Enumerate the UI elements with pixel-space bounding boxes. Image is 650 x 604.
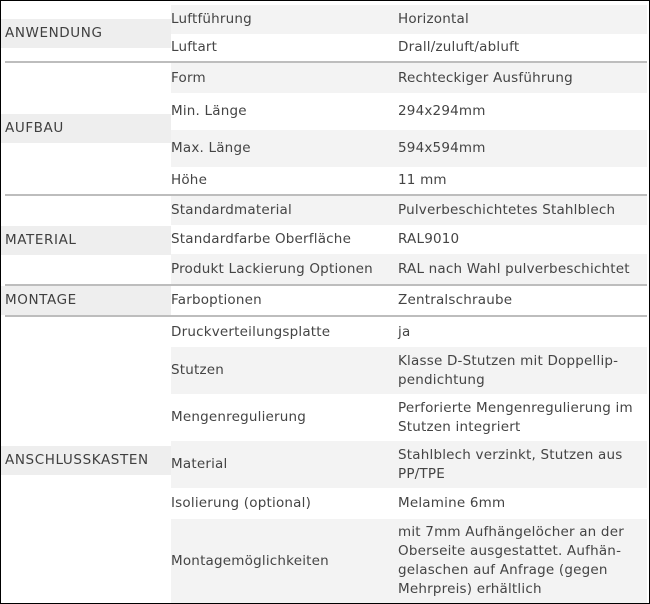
property-cell: Druckverteilungsplatte bbox=[171, 316, 398, 347]
category-cell bbox=[5, 195, 171, 285]
value-cell: Zentralschraube bbox=[398, 285, 647, 316]
property-cell: Montagemöglichkeiten bbox=[171, 519, 398, 603]
category-label: AUFBAU bbox=[0, 114, 171, 143]
category-cell bbox=[5, 285, 171, 316]
category-label: ANSCHLUSSKASTEN bbox=[0, 446, 171, 475]
property-cell: Min. Länge bbox=[171, 93, 398, 130]
table-row bbox=[5, 285, 647, 316]
property-cell: Luftführung bbox=[171, 5, 398, 34]
property-cell: Luftart bbox=[171, 34, 398, 62]
table-row bbox=[5, 62, 647, 93]
value-cell: Horizontal bbox=[398, 5, 647, 34]
value-cell: Perforierte Mengenregulierung im Stutzen integriert bbox=[398, 394, 647, 441]
value-cell: 594x594mm bbox=[398, 130, 647, 167]
property-cell: Material bbox=[171, 441, 398, 488]
category-label: MONTAGE bbox=[0, 286, 171, 315]
property-cell: Max. Länge bbox=[171, 130, 398, 167]
value-cell: ja bbox=[398, 316, 647, 347]
spec-table bbox=[5, 5, 647, 603]
value-cell: Pulverbeschichtetes Stahlblech bbox=[398, 195, 647, 225]
value-cell: RAL nach Wahl pulverbeschichtet bbox=[398, 254, 647, 285]
value-cell: Stahlblech verzinkt, Stutzen aus PP/TPE bbox=[398, 441, 647, 488]
value-cell: Rechteckiger Ausführung bbox=[398, 62, 647, 93]
category-cell bbox=[5, 316, 171, 603]
property-cell: Stutzen bbox=[171, 347, 398, 394]
table-row bbox=[5, 316, 647, 347]
property-cell: Standardfarbe Oberfläche bbox=[171, 225, 398, 254]
category-label: ANWENDUNG bbox=[0, 19, 171, 48]
property-cell: Höhe bbox=[171, 167, 398, 195]
value-cell: Melamine 6mm bbox=[398, 488, 647, 519]
table-row bbox=[5, 195, 647, 225]
property-cell: Produkt Lackierung Optionen bbox=[171, 254, 398, 285]
property-cell: Standardmaterial bbox=[171, 195, 398, 225]
category-cell bbox=[5, 62, 171, 195]
value-cell: 11 mm bbox=[398, 167, 647, 195]
value-cell: 294x294mm bbox=[398, 93, 647, 130]
value-cell: Klasse D-Stutzen mit Doppellip-pendichtung bbox=[398, 347, 647, 394]
category-label: MATERIAL bbox=[0, 226, 171, 255]
table-row bbox=[5, 5, 647, 34]
property-cell: Form bbox=[171, 62, 398, 93]
category-cell bbox=[5, 5, 171, 62]
property-cell: Farboptionen bbox=[171, 285, 398, 316]
property-cell: Isolierung (optional) bbox=[171, 488, 398, 519]
property-cell: Mengenregulierung bbox=[171, 394, 398, 441]
value-cell: mit 7mm Aufhängelöcher an der Oberseite ausgestattet. Aufhän-gelaschen auf Anfrage (gegen Mehrpreis) erhältlich bbox=[398, 519, 647, 603]
value-cell: Drall/zuluft/abluft bbox=[398, 34, 647, 62]
value-cell: RAL9010 bbox=[398, 225, 647, 254]
